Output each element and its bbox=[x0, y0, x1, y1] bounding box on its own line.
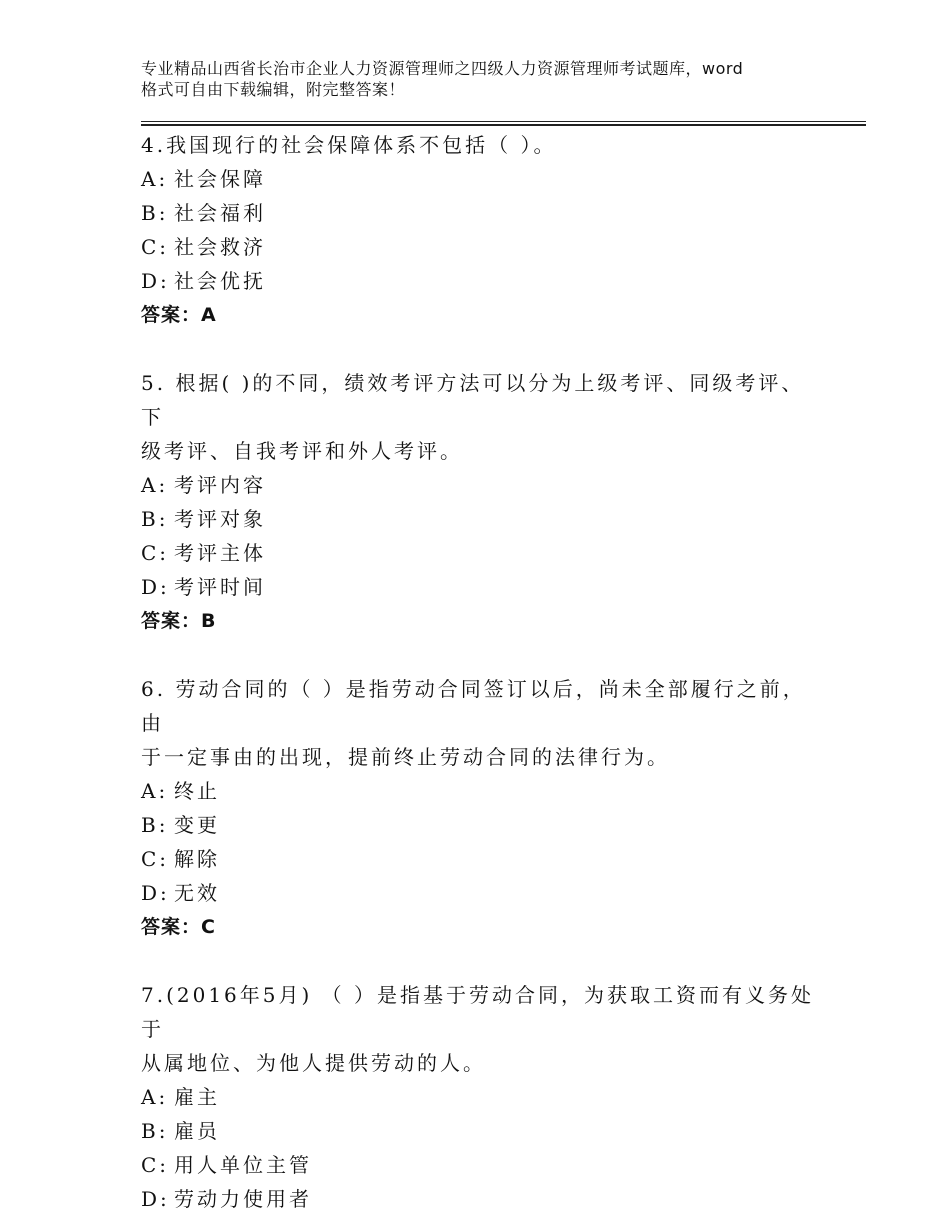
option-letter: D: bbox=[141, 269, 170, 293]
option-row bbox=[141, 774, 821, 808]
option-letter: C: bbox=[141, 235, 170, 259]
header-line-1: 专业精品山西省长治市企业人力资源管理师之四级人力资源管理师考试题库，word bbox=[141, 59, 744, 78]
question-spacer bbox=[141, 944, 821, 978]
option-letter: A: bbox=[141, 1085, 169, 1109]
question-list bbox=[141, 128, 821, 1216]
option-letter: C: bbox=[141, 541, 170, 565]
question-text: 于一定事由的出现，提前终止劳动合同的法律行为。 bbox=[141, 745, 670, 769]
option-row bbox=[141, 808, 821, 842]
option-row bbox=[141, 1182, 821, 1216]
option-letter: A: bbox=[141, 167, 169, 191]
answer-line: 答案：B bbox=[141, 610, 217, 632]
question-text: 6. 劳动合同的（ ）是指劳动合同签订以后，尚未全部履行之前，由 bbox=[141, 677, 806, 735]
option-letter: B: bbox=[141, 201, 169, 225]
question-text: 5. 根据( )的不同，绩效考评方法可以分为上级考评、同级考评、下 bbox=[141, 371, 805, 429]
option-row bbox=[141, 162, 821, 196]
option-row bbox=[141, 502, 821, 536]
option-text: 解除 bbox=[174, 847, 220, 871]
option-text: 用人单位主管 bbox=[174, 1153, 312, 1177]
header-rule-thin bbox=[141, 121, 866, 122]
option-letter: D: bbox=[141, 1187, 170, 1211]
question-spacer bbox=[141, 638, 821, 672]
question-spacer bbox=[141, 332, 821, 366]
option-text: 社会福利 bbox=[174, 201, 266, 225]
option-letter: B: bbox=[141, 507, 169, 531]
option-text: 考评对象 bbox=[174, 507, 266, 531]
option-text: 考评主体 bbox=[174, 541, 266, 565]
document-header bbox=[141, 58, 841, 100]
option-row bbox=[141, 196, 821, 230]
option-text: 无效 bbox=[174, 881, 220, 905]
header-rule-thick bbox=[141, 124, 866, 126]
answer-line: 答案：C bbox=[141, 916, 216, 938]
option-letter: A: bbox=[141, 779, 169, 803]
option-row bbox=[141, 570, 821, 604]
question-text: 级考评、自我考评和外人考评。 bbox=[141, 439, 463, 463]
option-text: 劳动力使用者 bbox=[174, 1187, 312, 1211]
option-row bbox=[141, 1114, 821, 1148]
option-text: 社会救济 bbox=[174, 235, 266, 259]
option-text: 社会优抚 bbox=[174, 269, 266, 293]
option-letter: C: bbox=[141, 847, 170, 871]
question-block bbox=[141, 978, 821, 1216]
option-row bbox=[141, 1080, 821, 1114]
option-row bbox=[141, 536, 821, 570]
question-text: 7.(2016年5月) （ ）是指基于劳动合同，为获取工资而有义务处于 bbox=[141, 983, 815, 1041]
option-text: 雇员 bbox=[174, 1119, 220, 1143]
option-row bbox=[141, 468, 821, 502]
question-block bbox=[141, 366, 821, 638]
question-text: 4.我国现行的社会保障体系不包括（ ）。 bbox=[141, 133, 557, 157]
option-row bbox=[141, 842, 821, 876]
option-letter: B: bbox=[141, 1119, 169, 1143]
option-text: 社会保障 bbox=[174, 167, 266, 191]
option-row bbox=[141, 264, 821, 298]
option-letter: B: bbox=[141, 813, 169, 837]
answer-line: 答案：A bbox=[141, 304, 217, 326]
option-text: 考评时间 bbox=[174, 575, 266, 599]
question-block bbox=[141, 672, 821, 944]
option-text: 雇主 bbox=[174, 1085, 220, 1109]
option-letter: D: bbox=[141, 881, 170, 905]
question-text: 从属地位、为他人提供劳动的人。 bbox=[141, 1051, 486, 1075]
option-letter: D: bbox=[141, 575, 170, 599]
option-text: 终止 bbox=[174, 779, 220, 803]
option-text: 变更 bbox=[174, 813, 220, 837]
option-row bbox=[141, 230, 821, 264]
option-letter: C: bbox=[141, 1153, 170, 1177]
question-block bbox=[141, 128, 821, 332]
option-letter: A: bbox=[141, 473, 169, 497]
header-line-2: 格式可自由下载编辑，附完整答案！ bbox=[141, 80, 406, 99]
option-text: 考评内容 bbox=[174, 473, 266, 497]
option-row bbox=[141, 876, 821, 910]
option-row bbox=[141, 1148, 821, 1182]
